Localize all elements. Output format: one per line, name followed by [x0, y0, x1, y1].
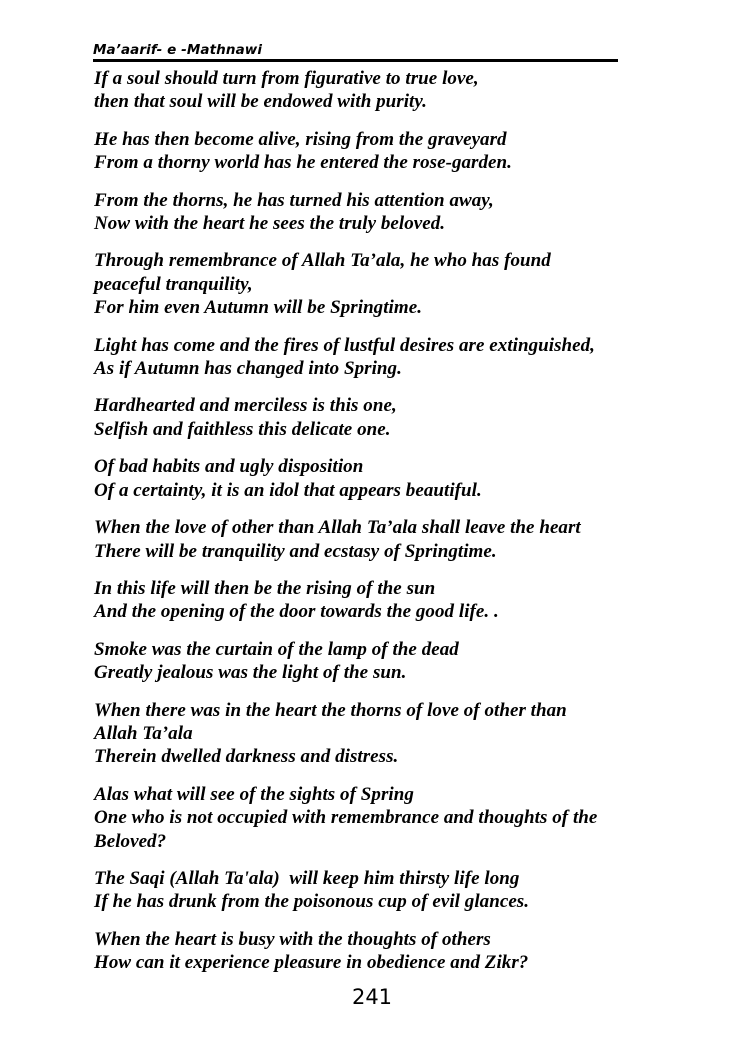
verse-line: Of a certainty, it is an idol that appears beautiful. — [94, 479, 482, 501]
header-divider-rule — [93, 59, 618, 62]
stanza — [94, 128, 669, 175]
verse-line: For him even Autumn will be Springtime. — [94, 297, 423, 319]
stanza — [94, 638, 669, 685]
stanza — [94, 699, 669, 769]
verse-line: From a thorny world has he entered the rose-garden. — [94, 152, 512, 174]
page-number-footer — [0, 985, 750, 1009]
verse-line: Therein dwelled darkness and distress. — [94, 746, 399, 768]
verse-line: If a soul should turn from figurative to true love, — [94, 68, 479, 89]
verse-line: Of bad habits and ugly disposition — [94, 456, 364, 478]
verse-line: then that soul will be endowed with purity. — [94, 91, 427, 113]
stanza — [94, 394, 669, 441]
verse-line: Hardhearted and merciless is this one, — [94, 395, 397, 417]
stanza — [94, 67, 669, 114]
stanza — [94, 516, 669, 563]
stanza — [94, 928, 669, 975]
verse-line: In this life will then be the rising of the sun — [94, 577, 436, 599]
verse-line: One who is not occupied with remembrance and thoughts of the — [94, 807, 598, 829]
verse-line: Allah Ta’ala — [94, 722, 193, 744]
running-head-title: Ma’aarif- e -Mathnawi — [93, 42, 263, 58]
poem-body — [94, 67, 669, 975]
verse-line: He has then become alive, rising from the graveyard — [94, 128, 507, 150]
verse-line: Smoke was the curtain of the lamp of the dead — [94, 638, 459, 660]
verse-line: Light has come and the fires of lustful desires are extinguished, — [94, 334, 595, 356]
stanza — [94, 455, 669, 502]
stanza — [94, 783, 669, 853]
verse-line: Now with the heart he sees the truly beloved. — [94, 213, 446, 235]
stanza — [94, 249, 669, 319]
verse-line: peaceful tranquility, — [94, 273, 253, 295]
page-header — [93, 43, 620, 62]
stanza — [94, 189, 669, 236]
verse-line: Greatly jealous was the light of the sun. — [94, 662, 407, 684]
page-number: 241 — [351, 985, 393, 1009]
verse-line: Alas what will see of the sights of Spring — [94, 783, 414, 805]
verse-line: From the thorns, he has turned his attention away, — [94, 189, 494, 211]
verse-line: If he has drunk from the poisonous cup of evil glances. — [94, 891, 530, 913]
verse-line: Selfish and faithless this delicate one. — [94, 418, 391, 440]
verse-line: How can it experience pleasure in obedience and Zikr? — [94, 952, 529, 974]
verse-line: The Saqi (Allah Ta'ala) will keep him thirsty life long — [94, 867, 520, 889]
stanza — [94, 577, 669, 624]
stanza — [94, 867, 669, 914]
verse-line: Through remembrance of Allah Ta’ala, he who has found — [94, 250, 551, 272]
verse-line: And the opening of the door towards the good life. . — [94, 601, 499, 623]
verse-line: As if Autumn has changed into Spring. — [94, 358, 402, 380]
verse-line: When the love of other than Allah Ta’ala shall leave the heart — [94, 517, 581, 539]
verse-line: When there was in the heart the thorns of love of other than — [94, 699, 567, 721]
stanza — [94, 334, 669, 381]
verse-line: There will be tranquility and ecstasy of Springtime. — [94, 540, 497, 562]
verse-line: When the heart is busy with the thoughts of others — [94, 928, 491, 950]
verse-line: Beloved? — [94, 830, 167, 852]
